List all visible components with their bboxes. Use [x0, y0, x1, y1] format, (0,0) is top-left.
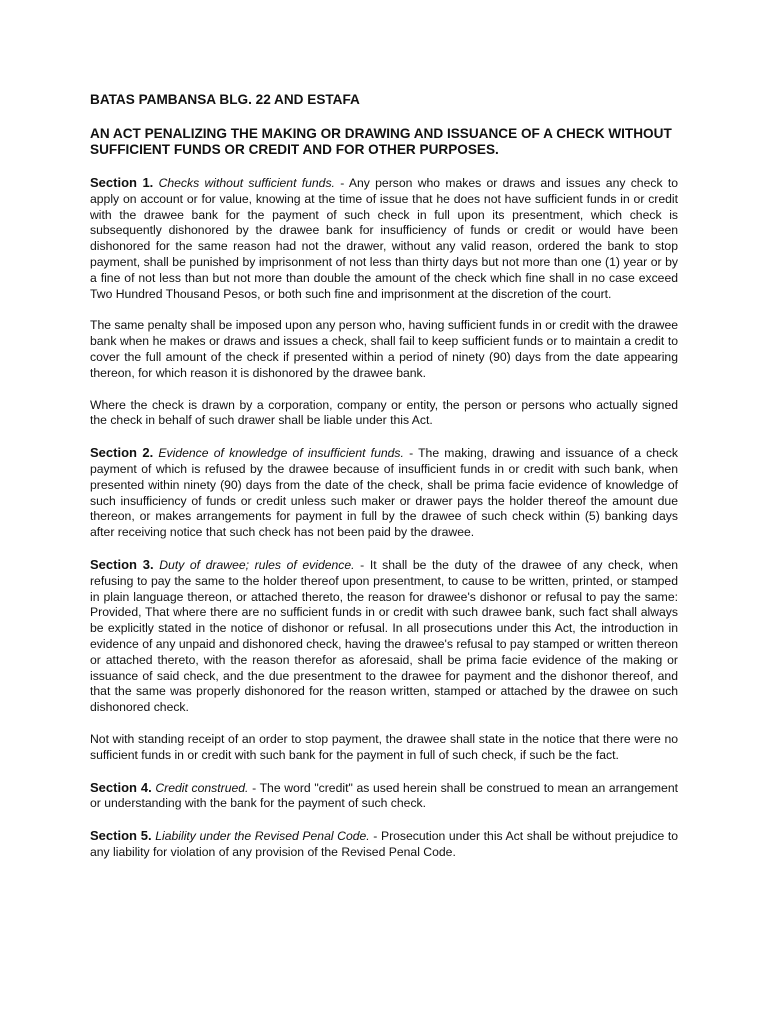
section-4-heading: Credit construed.: [155, 780, 249, 795]
section-5-heading: Liability under the Revised Penal Code.: [155, 829, 370, 844]
section-1-paragraph: [90, 175, 678, 302]
section-5-number: Section 5.: [90, 828, 152, 844]
section-3-paragraph: [90, 557, 678, 716]
section-4-number: Section 4.: [90, 779, 152, 795]
section-4-paragraph: [90, 780, 678, 813]
document-page: [90, 92, 678, 877]
section-2-text: - The making, drawing and issuance of a check payment of which is refused by the drawee because of insufficient funds in or credit with such bank, when presented within ninety (90) days from the date of the check, shall be prima facie evidence of knowledge of such insufficiency of funds or credit unless such maker or drawer pays the holder thereof the amount due thereon, or makes arrangements for payment in full by the drawee of such check within (5) banking days after receiving notice that such check has not been paid by the drawee.: [90, 446, 678, 540]
section-2-number: Section 2.: [90, 445, 154, 461]
section-3-paragraph-2: Not with standing receipt of an order to stop payment, the drawee shall state in the notice that there were no sufficient funds in or credit with such bank for the payment in full of such check, if such be the fact.: [90, 731, 678, 762]
section-1-heading: Checks without sufficient funds.: [158, 176, 335, 190]
section-1-number: Section 1.: [90, 175, 154, 190]
section-4-text: - The word "credit" as used herein shall be construed to mean an arrangement or understanding with the bank for the payment of such check.: [90, 780, 678, 811]
section-3-text: - It shall be the duty of the drawee of any check, when refusing to pay the same to the holder thereof upon presentment, to cause to be written, printed, or stamped in plain language thereon, or attached thereto, the reason for drawee's dishonor or refusal to pay the same: Provided, That where there are no sufficient funds in or credit with such drawee bank, such fact shall always be explicitly stated in the notice of dishonor or refusal. In all prosecutions under this Act, the introduction in evidence of any unpaid and dishonored check, having the drawee's refusal to pay stamped or written thereon or attached thereto, with the reason therefor as aforesaid, shall be prima facie evidence of the making or issuance of said check, and the due presentment to the drawee for payment and the dishonor thereof, and that the same was properly dishonored for the reason written, stamped or attached by the drawee on such dishonored check.: [90, 557, 679, 715]
act-title: AN ACT PENALIZING THE MAKING OR DRAWING AND ISSUANCE OF A CHECK WITHOUT SUFFICIENT FUNDS OR CREDIT AND FOR OTHER PURPOSES.: [90, 126, 672, 157]
section-1-text: - Any person who makes or draws and issues any check to apply on account or for value, knowing at the time of issue that he does not have sufficient funds in or credit with the drawee bank for the payment of such check in full upon its presentment, which check is subsequently dishonored by the drawee bank for insufficiency of funds or credit or would have been dishonored for the same reason had not the drawer, without any valid reason, ordered the bank to stop payment, shall be punished by imprisonment of not less than thirty days but not more than one (1) year or by a fine of not less than but not more than double the amount of the check which fine shall in no case exceed Two Hundred Thousand Pesos, or both such fine and imprisonment at the discretion of the court.: [90, 176, 678, 301]
section-3-number: Section 3.: [90, 556, 154, 572]
section-1-paragraph-2: The same penalty shall be imposed upon any person who, having sufficient funds in or credit with the drawee bank when he makes or draws and issues a check, shall fail to keep sufficient funds or to maintain a credit to cover the full amount of the check if presented within a period of ninety (90) days from the date appearing thereon, for which reason it is dishonored by the drawee bank.: [90, 318, 678, 380]
section-1-paragraph-3: Where the check is drawn by a corporation, company or entity, the person or persons who actually signed the check in behalf of such drawer shall be liable under this Act.: [90, 397, 678, 428]
section-5-paragraph: [90, 828, 678, 861]
section-2-paragraph: [90, 445, 678, 541]
document-title: BATAS PAMBANSA BLG. 22 AND ESTAFA: [90, 92, 360, 107]
section-3-heading: Duty of drawee; rules of evidence.: [159, 557, 355, 572]
section-5-text: - Prosecution under this Act shall be without prejudice to any liability for violation of any provision of the Revised Penal Code.: [90, 829, 678, 859]
section-2-heading: Evidence of knowledge of insufficient funds.: [158, 446, 404, 461]
